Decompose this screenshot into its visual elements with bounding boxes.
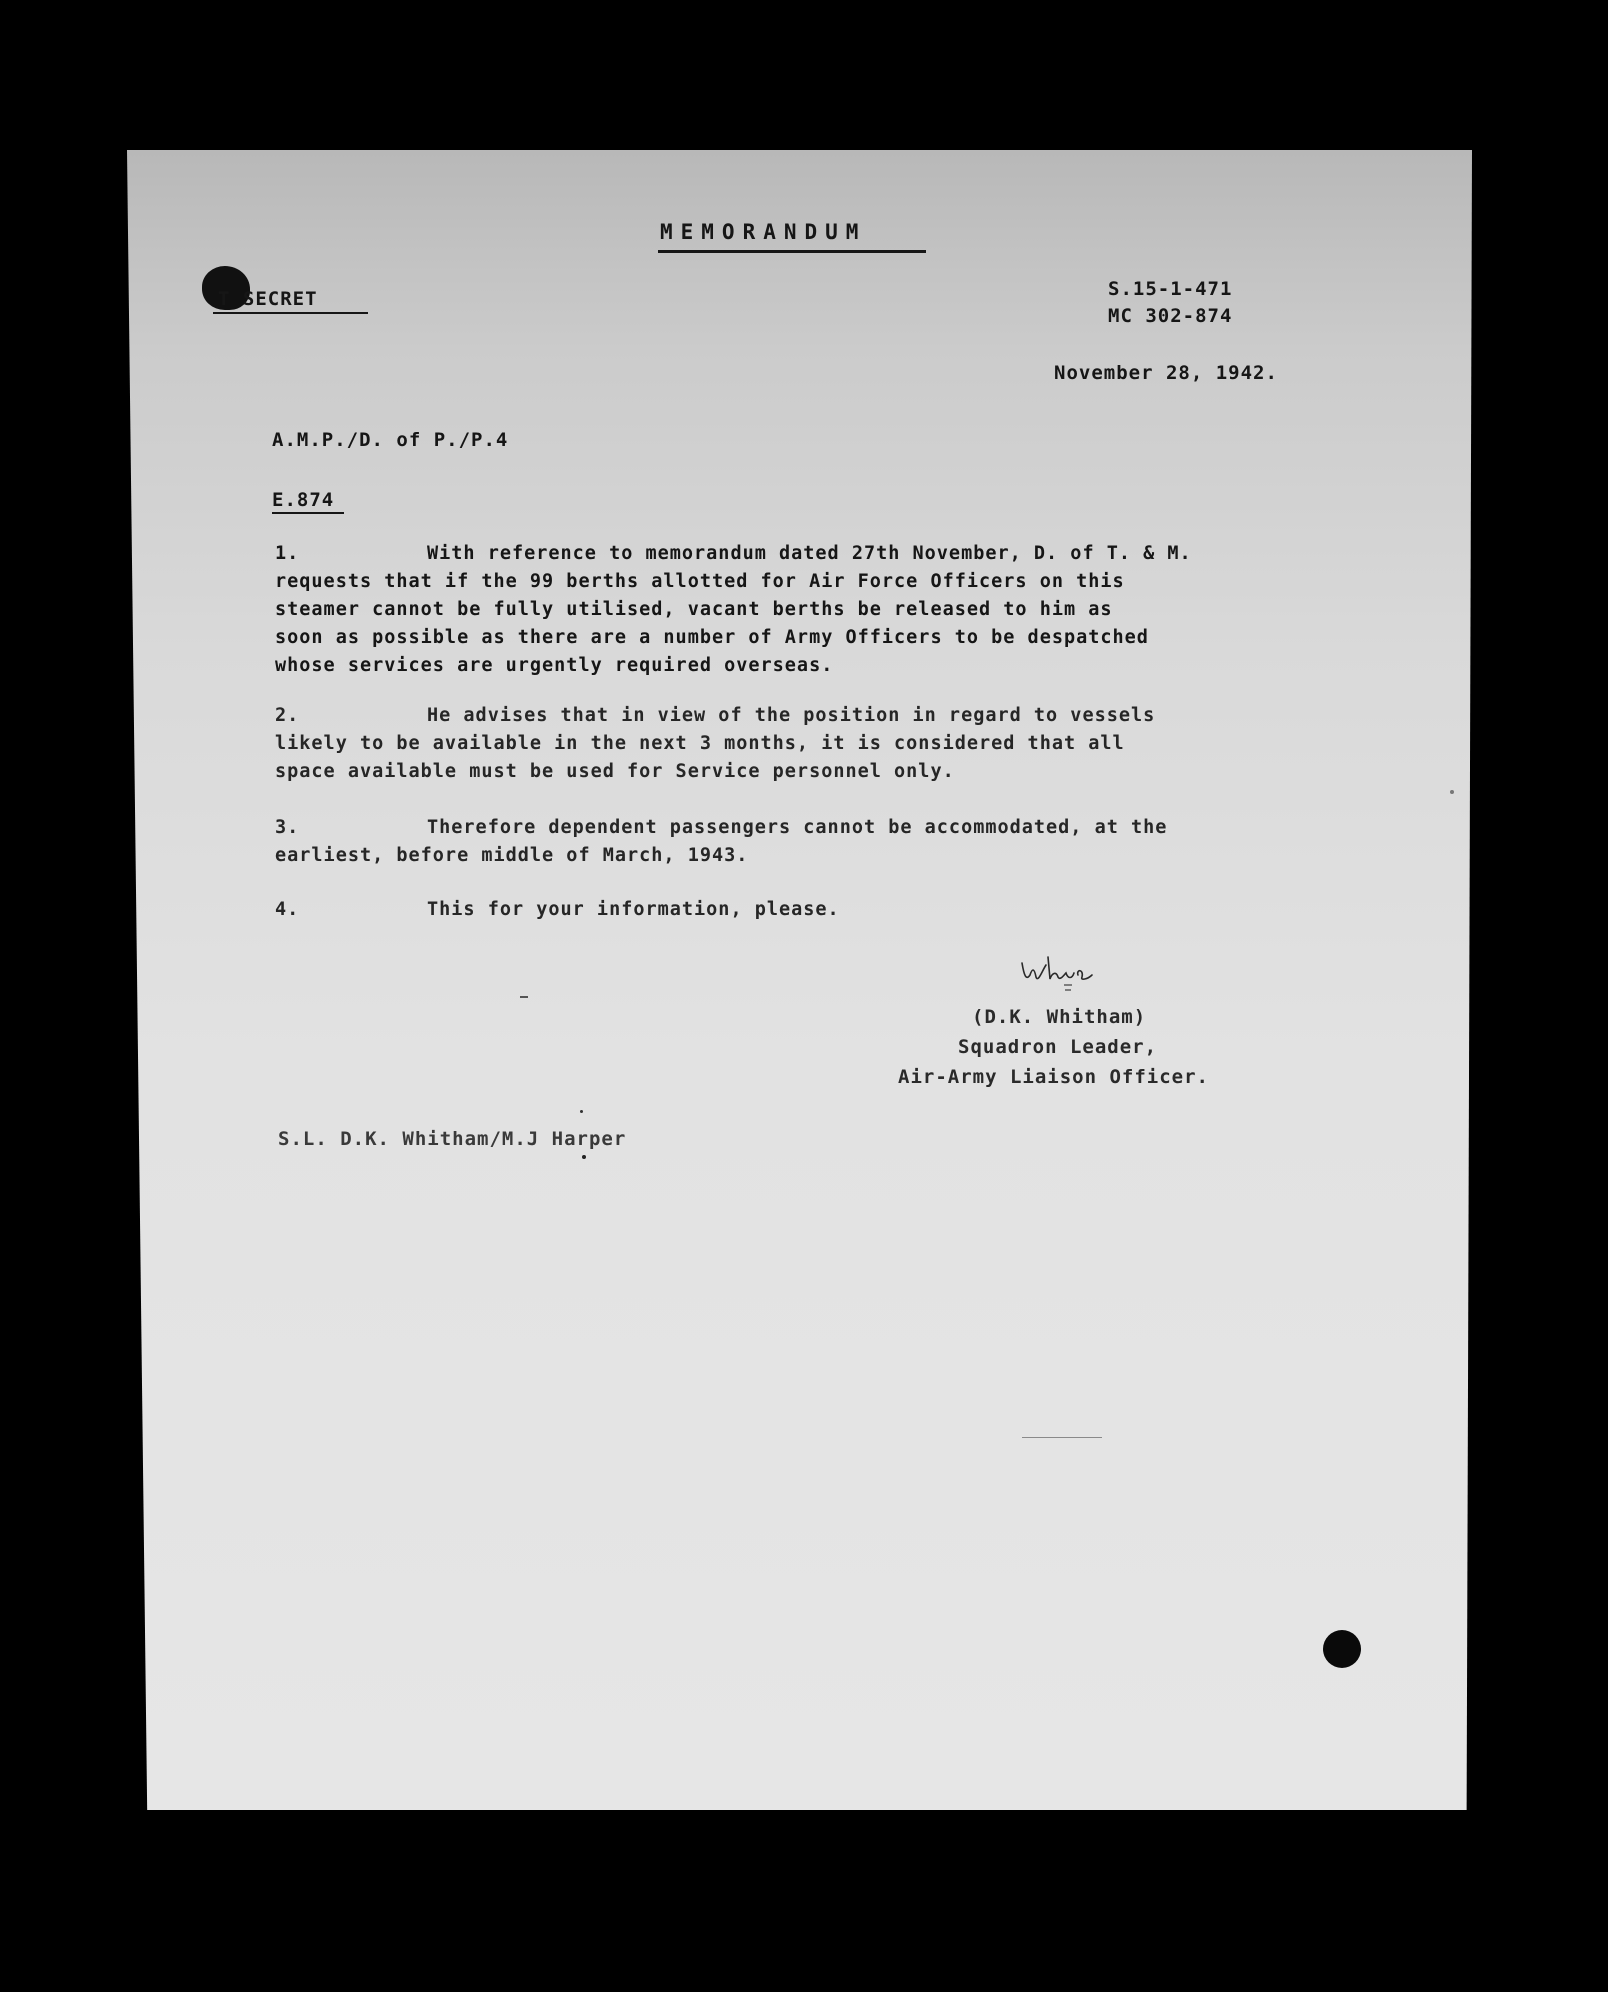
paragraph-4 <box>275 896 1325 924</box>
paragraph-line: He advises that in view of the position in regard to vessels <box>427 705 1156 726</box>
memo-date: November 28, 1942. <box>1054 362 1278 384</box>
signatory-rank: Squadron Leader, <box>958 1036 1158 1058</box>
paragraph-line: soon as possible as there are a number of Army Officers to be despatched <box>275 627 1149 648</box>
paragraph-line: whose services are urgently required overseas. <box>275 655 834 676</box>
file-ref-underline <box>272 512 344 514</box>
handwritten-signature <box>1018 945 1108 995</box>
document-page <box>127 150 1472 1810</box>
paragraph-line: earliest, before middle of March, 1943. <box>275 845 749 866</box>
file-reference-1: S.15-1-471 <box>1108 278 1233 300</box>
paragraph-number: 1. <box>275 543 300 564</box>
paragraph-number: 2. <box>275 705 300 726</box>
paragraph-1 <box>275 540 1325 680</box>
subject-file-ref: E.874 <box>272 489 335 511</box>
paragraph-line: Therefore dependent passengers cannot be accommodated, at the <box>427 817 1168 838</box>
signatory-name: (D.K. Whitham) <box>972 1006 1147 1028</box>
speck <box>520 996 528 998</box>
paragraph-2 <box>275 702 1325 786</box>
paragraph-line: likely to be available in the next 3 months, it is considered that all <box>275 733 1125 754</box>
file-reference-2: MC 302-874 <box>1108 305 1233 327</box>
paragraph-line: With reference to memorandum dated 27th November, D. of T. & M. <box>427 543 1192 564</box>
paragraph-line: space available must be used for Service personnel only. <box>275 761 955 782</box>
faint-mark <box>1022 1437 1102 1438</box>
addressee: A.M.P./D. of P./P.4 <box>272 429 509 451</box>
signatory-position: Air-Army Liaison Officer. <box>898 1066 1209 1088</box>
speck <box>1450 790 1454 794</box>
security-underline <box>213 312 368 314</box>
typist-reference: S.L. D.K. Whitham/M.J Harper <box>278 1128 627 1150</box>
paragraph-number: 4. <box>275 899 300 920</box>
paragraph-line: requests that if the 99 berths allotted for Air Force Officers on this <box>275 571 1125 592</box>
memo-title: MEMORANDUM <box>660 220 867 244</box>
speck <box>582 1155 586 1159</box>
speck <box>580 1110 583 1113</box>
title-underline <box>658 250 926 253</box>
paragraph-3 <box>275 814 1325 870</box>
paragraph-line: This for your information, please. <box>427 899 840 920</box>
security-marking: T SECRET <box>218 288 318 310</box>
paragraph-line: steamer cannot be fully utilised, vacant berths be released to him as <box>275 599 1113 620</box>
punch-hole-mark <box>1323 1630 1361 1668</box>
paragraph-number: 3. <box>275 817 300 838</box>
